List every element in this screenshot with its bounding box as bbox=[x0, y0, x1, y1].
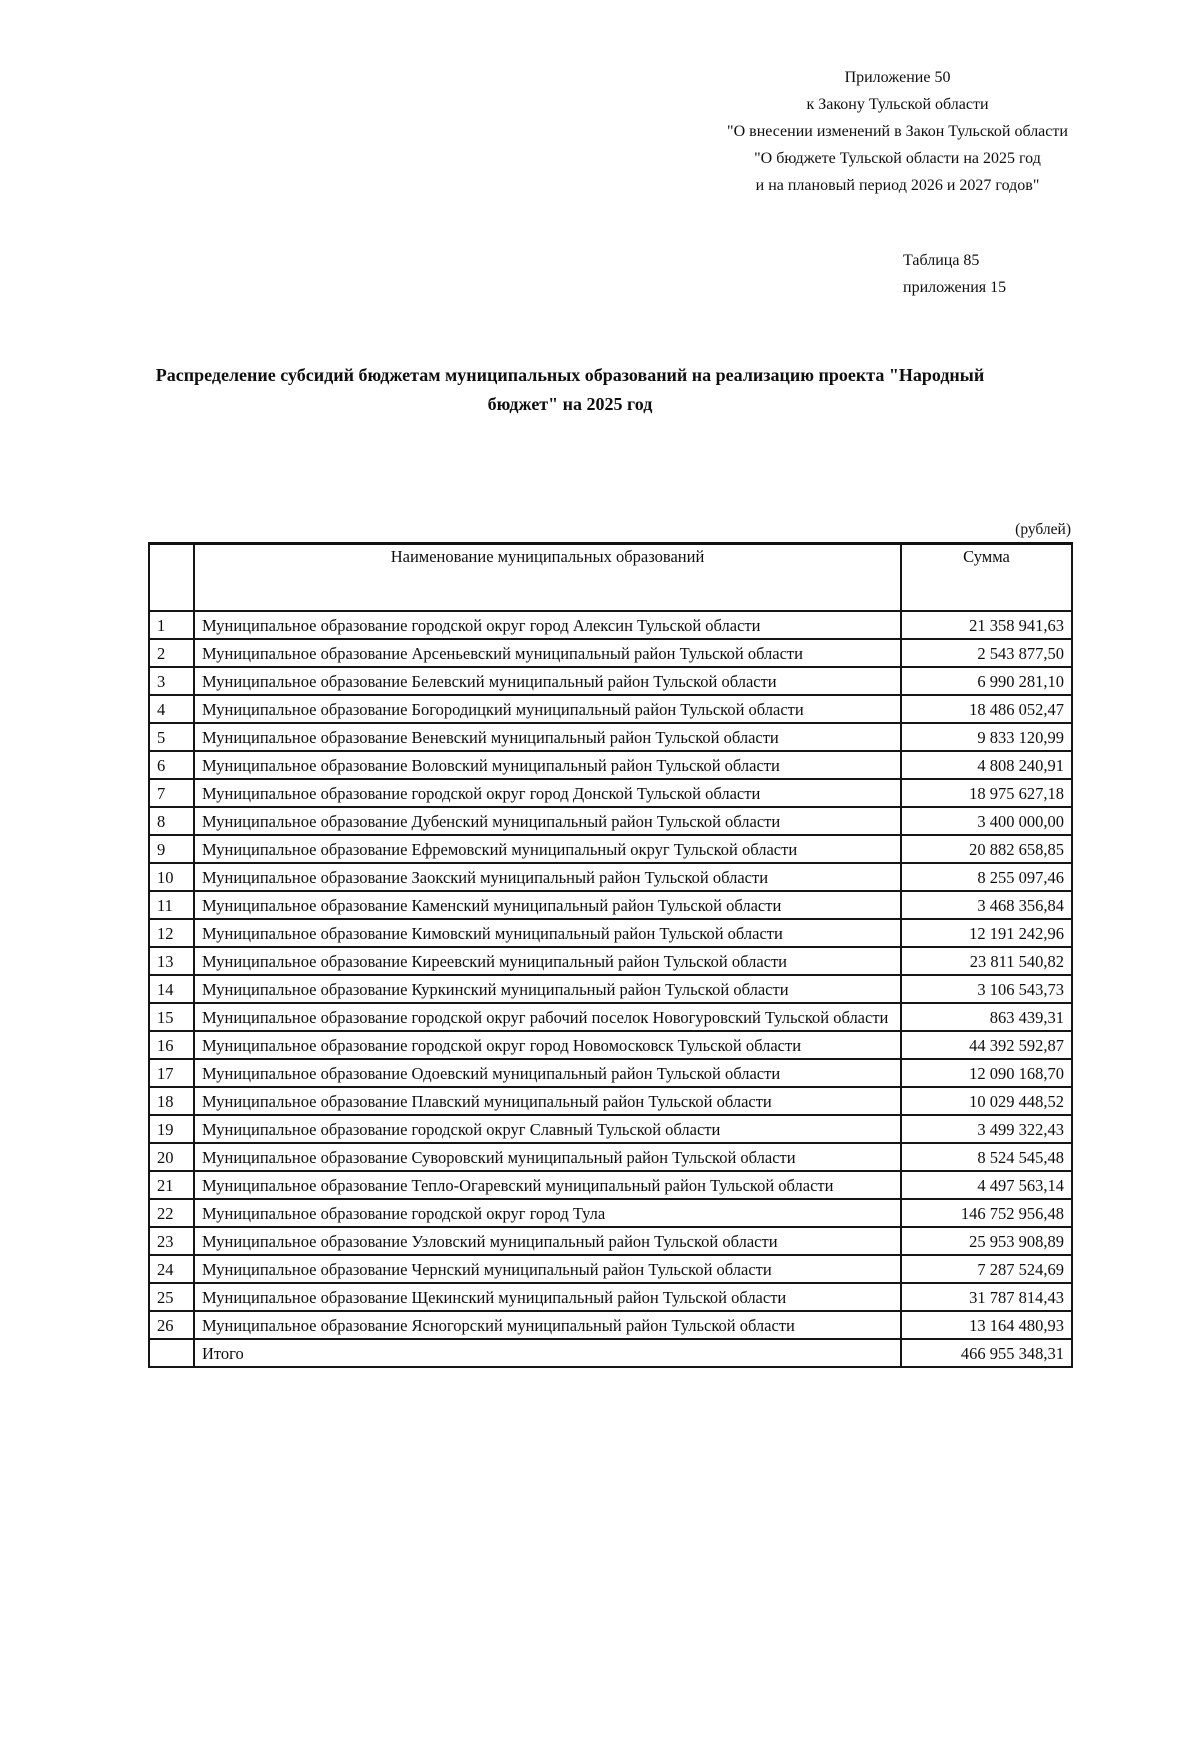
subsidy-amount: 4 808 240,91 bbox=[901, 751, 1072, 779]
table-header-row bbox=[149, 544, 1072, 612]
subsidy-amount: 10 029 448,52 bbox=[901, 1087, 1072, 1115]
total-number-cell bbox=[149, 1339, 194, 1367]
municipality-name: Муниципальное образование Арсеньевский муниципальный район Тульской области bbox=[194, 639, 901, 667]
subsidy-amount: 6 990 281,10 bbox=[901, 667, 1072, 695]
appendix-reference-block bbox=[690, 64, 1105, 199]
row-number: 3 bbox=[149, 667, 194, 695]
subsidy-amount: 21 358 941,63 bbox=[901, 611, 1072, 639]
municipality-name: Муниципальное образование Заокский муниципальный район Тульской области bbox=[194, 863, 901, 891]
table-body bbox=[149, 611, 1072, 1339]
municipality-name: Муниципальное образование Белевский муниципальный район Тульской области bbox=[194, 667, 901, 695]
row-number: 16 bbox=[149, 1031, 194, 1059]
subsidy-distribution-table bbox=[148, 542, 1073, 1368]
table-row bbox=[149, 695, 1072, 723]
row-number: 14 bbox=[149, 975, 194, 1003]
row-number: 8 bbox=[149, 807, 194, 835]
row-number: 10 bbox=[149, 863, 194, 891]
subsidy-amount: 3 106 543,73 bbox=[901, 975, 1072, 1003]
municipality-name: Муниципальное образование Одоевский муниципальный район Тульской области bbox=[194, 1059, 901, 1087]
municipality-name: Муниципальное образование городской округ город Новомосковск Тульской области bbox=[194, 1031, 901, 1059]
municipality-name: Муниципальное образование Суворовский муниципальный район Тульской области bbox=[194, 1143, 901, 1171]
table-row bbox=[149, 919, 1072, 947]
row-number: 1 bbox=[149, 611, 194, 639]
row-number: 12 bbox=[149, 919, 194, 947]
subsidy-amount: 23 811 540,82 bbox=[901, 947, 1072, 975]
table-row bbox=[149, 1143, 1072, 1171]
table-row bbox=[149, 779, 1072, 807]
row-number: 2 bbox=[149, 639, 194, 667]
row-number: 11 bbox=[149, 891, 194, 919]
total-amount: 466 955 348,31 bbox=[901, 1339, 1072, 1367]
municipality-name: Муниципальное образование городской округ город Тула bbox=[194, 1199, 901, 1227]
municipality-name: Муниципальное образование Дубенский муниципальный район Тульской области bbox=[194, 807, 901, 835]
row-number: 6 bbox=[149, 751, 194, 779]
table-ref-line: приложения 15 bbox=[903, 279, 1007, 296]
column-header-sum: Сумма bbox=[901, 544, 1072, 612]
table-row bbox=[149, 751, 1072, 779]
table-row bbox=[149, 1059, 1072, 1087]
municipality-name: Муниципальное образование Узловский муниципальный район Тульской области bbox=[194, 1227, 901, 1255]
subsidy-amount: 2 543 877,50 bbox=[901, 639, 1072, 667]
table-row bbox=[149, 1115, 1072, 1143]
table-row bbox=[149, 639, 1072, 667]
subsidy-amount: 18 486 052,47 bbox=[901, 695, 1072, 723]
table-row bbox=[149, 1031, 1072, 1059]
table-row bbox=[149, 891, 1072, 919]
table-row bbox=[149, 1255, 1072, 1283]
subsidy-amount: 8 255 097,46 bbox=[901, 863, 1072, 891]
subsidy-amount: 25 953 908,89 bbox=[901, 1227, 1072, 1255]
subsidy-amount: 3 499 322,43 bbox=[901, 1115, 1072, 1143]
table-ref-line: Таблица 85 bbox=[903, 252, 980, 269]
subsidy-amount: 12 090 168,70 bbox=[901, 1059, 1072, 1087]
table-row bbox=[149, 975, 1072, 1003]
municipality-name: Муниципальное образование Кимовский муниципальный район Тульской области bbox=[194, 919, 901, 947]
appendix-line: и на плановый период 2026 и 2027 годов" bbox=[755, 177, 1040, 194]
municipality-name: Муниципальное образование Куркинский муниципальный район Тульской области bbox=[194, 975, 901, 1003]
appendix-line: "О бюджете Тульской области на 2025 год bbox=[754, 150, 1041, 167]
row-number: 13 bbox=[149, 947, 194, 975]
table-row bbox=[149, 667, 1072, 695]
row-number: 21 bbox=[149, 1171, 194, 1199]
scanned-document-page bbox=[0, 64, 1200, 1755]
municipality-name: Муниципальное образование Ясногорский муниципальный район Тульской области bbox=[194, 1311, 901, 1339]
row-number: 18 bbox=[149, 1087, 194, 1115]
table-row bbox=[149, 1003, 1072, 1031]
subsidy-amount: 9 833 120,99 bbox=[901, 723, 1072, 751]
appendix-line: "О внесении изменений в Закон Тульской области bbox=[727, 123, 1068, 140]
table-row bbox=[149, 807, 1072, 835]
table-row bbox=[149, 1171, 1072, 1199]
subsidy-amount: 31 787 814,43 bbox=[901, 1283, 1072, 1311]
subsidy-amount: 12 191 242,96 bbox=[901, 919, 1072, 947]
row-number: 22 bbox=[149, 1199, 194, 1227]
municipality-name: Муниципальное образование Веневский муниципальный район Тульской области bbox=[194, 723, 901, 751]
table-total-row bbox=[149, 1339, 1072, 1367]
subsidy-amount: 18 975 627,18 bbox=[901, 779, 1072, 807]
table-row bbox=[149, 947, 1072, 975]
row-number: 15 bbox=[149, 1003, 194, 1031]
municipality-name: Муниципальное образование Киреевский муниципальный район Тульской области bbox=[194, 947, 901, 975]
subsidy-amount: 863 439,31 bbox=[901, 1003, 1072, 1031]
row-number: 19 bbox=[149, 1115, 194, 1143]
table-row bbox=[149, 723, 1072, 751]
table-row bbox=[149, 1199, 1072, 1227]
table-reference-block bbox=[903, 247, 1193, 301]
row-number: 23 bbox=[149, 1227, 194, 1255]
table-header bbox=[149, 544, 1072, 612]
subsidy-amount: 20 882 658,85 bbox=[901, 835, 1072, 863]
column-header-number bbox=[149, 544, 194, 612]
row-number: 7 bbox=[149, 779, 194, 807]
subsidy-amount: 146 752 956,48 bbox=[901, 1199, 1072, 1227]
municipality-name: Муниципальное образование городской округ рабочий поселок Новогуровский Тульской области bbox=[194, 1003, 901, 1031]
municipality-name: Муниципальное образование Тепло-Огаревский муниципальный район Тульской области bbox=[194, 1171, 901, 1199]
row-number: 4 bbox=[149, 695, 194, 723]
municipality-name: Муниципальное образование Каменский муниципальный район Тульской области bbox=[194, 891, 901, 919]
row-number: 25 bbox=[149, 1283, 194, 1311]
total-label: Итого bbox=[194, 1339, 901, 1367]
row-number: 5 bbox=[149, 723, 194, 751]
table-row bbox=[149, 863, 1072, 891]
row-number: 20 bbox=[149, 1143, 194, 1171]
appendix-line: Приложение 50 bbox=[844, 69, 951, 86]
appendix-line: к Закону Тульской области bbox=[806, 96, 989, 113]
units-note: (рублей) bbox=[1015, 521, 1071, 538]
municipality-name: Муниципальное образование Щекинский муниципальный район Тульской области bbox=[194, 1283, 901, 1311]
subsidy-amount: 3 468 356,84 bbox=[901, 891, 1072, 919]
municipality-name: Муниципальное образование Плавский муниципальный район Тульской области bbox=[194, 1087, 901, 1115]
table-footer bbox=[149, 1339, 1072, 1367]
municipality-name: Муниципальное образование Ефремовский муниципальный округ Тульской области bbox=[194, 835, 901, 863]
subsidy-amount: 13 164 480,93 bbox=[901, 1311, 1072, 1339]
table-row bbox=[149, 1227, 1072, 1255]
table-row bbox=[149, 1311, 1072, 1339]
municipality-name: Муниципальное образование Воловский муниципальный район Тульской области bbox=[194, 751, 901, 779]
column-header-municipality: Наименование муниципальных образований bbox=[194, 544, 901, 612]
municipality-name: Муниципальное образование городской округ город Донской Тульской области bbox=[194, 779, 901, 807]
table-row bbox=[149, 835, 1072, 863]
municipality-name: Муниципальное образование Богородицкий муниципальный район Тульской области bbox=[194, 695, 901, 723]
subsidy-amount: 7 287 524,69 bbox=[901, 1255, 1072, 1283]
row-number: 17 bbox=[149, 1059, 194, 1087]
municipality-name: Муниципальное образование Чернский муниципальный район Тульской области bbox=[194, 1255, 901, 1283]
table-row bbox=[149, 611, 1072, 639]
row-number: 9 bbox=[149, 835, 194, 863]
table-row bbox=[149, 1283, 1072, 1311]
municipality-name: Муниципальное образование городской округ город Алексин Тульской области bbox=[194, 611, 901, 639]
table-row bbox=[149, 1087, 1072, 1115]
municipality-name: Муниципальное образование городской округ Славный Тульской области bbox=[194, 1115, 901, 1143]
subsidy-amount: 4 497 563,14 bbox=[901, 1171, 1072, 1199]
row-number: 26 bbox=[149, 1311, 194, 1339]
subsidy-amount: 3 400 000,00 bbox=[901, 807, 1072, 835]
row-number: 24 bbox=[149, 1255, 194, 1283]
subsidy-amount: 8 524 545,48 bbox=[901, 1143, 1072, 1171]
subsidy-amount: 44 392 592,87 bbox=[901, 1031, 1072, 1059]
page-title: Распределение субсидий бюджетам муниципальных образований на реализацию проекта "Народный бюджет" на 2025 год bbox=[155, 365, 985, 414]
